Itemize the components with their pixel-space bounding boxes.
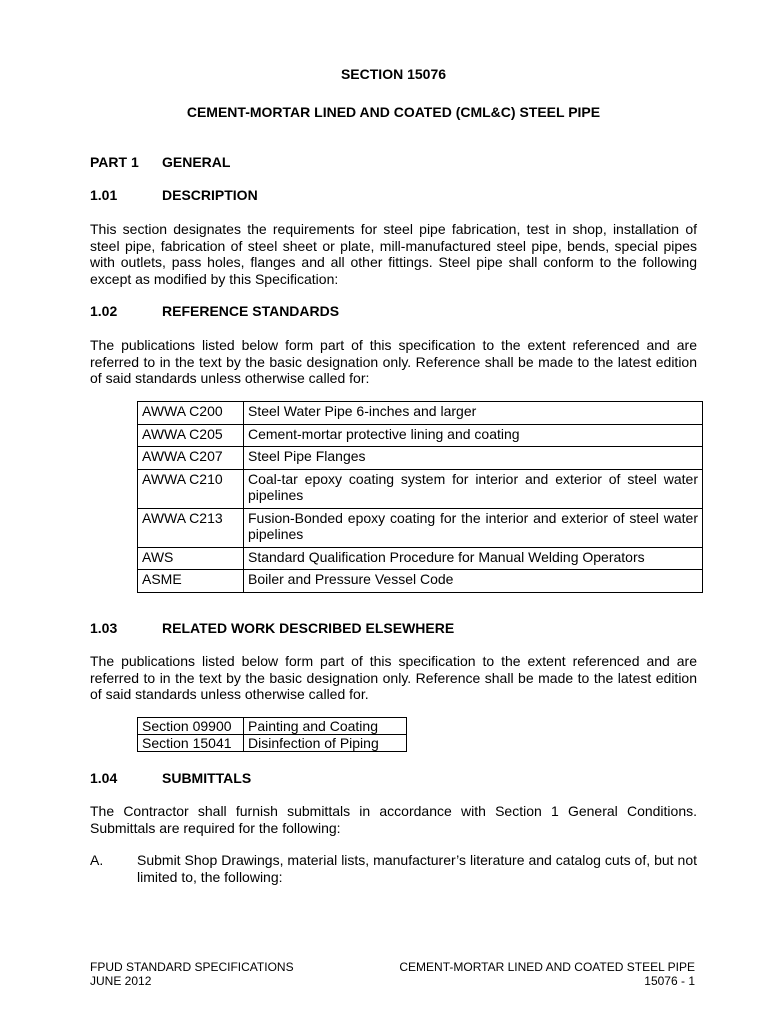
standard-code: AWWA C213: [138, 508, 244, 547]
heading-number: 1.03: [90, 620, 118, 636]
heading-1-03: [90, 620, 454, 637]
table-row: [138, 469, 703, 508]
table-row: [138, 570, 703, 593]
footer-doc-title: CEMENT-MORTAR LINED AND COATED STEEL PIPE: [399, 960, 695, 974]
section-description: Painting and Coating: [244, 718, 407, 735]
document-title: CEMENT-MORTAR LINED AND COATED (CML&C) STEEL PIPE: [186, 104, 601, 120]
table-row: [138, 508, 703, 547]
table-row: [138, 447, 703, 470]
list-item-label: A.: [90, 852, 104, 868]
standard-code: AWWA C207: [138, 447, 244, 470]
standard-description: Cement-mortar protective lining and coating: [244, 424, 703, 447]
standard-code: AWWA C210: [138, 469, 244, 508]
heading-title: RELATED WORK DESCRIBED ELSEWHERE: [162, 620, 455, 636]
reference-standards-table: [137, 401, 703, 593]
section-code: Section 15041: [138, 735, 244, 752]
section-description: Disinfection of Piping: [244, 735, 407, 752]
heading-number: 1.04: [90, 770, 118, 786]
footer-left: [90, 960, 294, 988]
table-row: [138, 402, 703, 425]
part-heading: [90, 154, 230, 171]
standard-code: ASME: [138, 570, 244, 593]
section-code: Section 09900: [138, 718, 244, 735]
document-page: [90, 0, 697, 1024]
footer-right: [399, 960, 695, 988]
heading-1-01: [90, 187, 258, 204]
submittals-paragraph: The Contractor shall furnish submittals in accordance with Section 1 General Conditions. Submittals are required for the following:: [90, 803, 697, 836]
part-number: PART 1: [90, 154, 139, 170]
reference-standards-paragraph: The publications listed below form part of this specification to the extent referenced and are referred to in the text by the basic designation only. Reference shall be made to the latest edition of said standards unless otherwise called for:: [90, 337, 697, 386]
related-work-table: [137, 717, 407, 752]
heading-title: REFERENCE STANDARDS: [162, 303, 340, 319]
footer-spec-name: FPUD STANDARD SPECIFICATIONS: [90, 960, 294, 974]
standard-description: Boiler and Pressure Vessel Code: [244, 570, 703, 593]
heading-1-02: [90, 303, 339, 320]
table-row: [138, 718, 407, 735]
standard-description: Standard Qualification Procedure for Manual Welding Operators: [244, 547, 703, 570]
page-number: 15076 - 1: [644, 974, 695, 988]
table-row: [138, 547, 703, 570]
table-row: [138, 424, 703, 447]
footer-date: JUNE 2012: [90, 974, 152, 988]
table-row: [138, 735, 407, 752]
standard-description: Steel Water Pipe 6-inches and larger: [244, 402, 703, 425]
heading-number: 1.02: [90, 303, 118, 319]
heading-1-04: [90, 770, 251, 787]
standard-description: Fusion-Bonded epoxy coating for the interior and exterior of steel water pipelines: [244, 508, 703, 547]
heading-title: DESCRIPTION: [162, 187, 258, 203]
standard-code: AWWA C205: [138, 424, 244, 447]
standard-description: Steel Pipe Flanges: [244, 447, 703, 470]
section-title: SECTION 15076: [340, 66, 447, 82]
description-paragraph: This section designates the requirements for steel pipe fabrication, test in shop, installation of steel pipe, fabrication of steel sheet or plate, mill-manufactured steel pipe, bends, special pipes with outlets, pass holes, flanges and all other fittings. Steel pipe shall conform to the following except as modified by this Specification:: [90, 221, 697, 287]
standard-code: AWWA C200: [138, 402, 244, 425]
standard-code: AWS: [138, 547, 244, 570]
standard-description: Coal-tar epoxy coating system for interior and exterior of steel water pipelines: [244, 469, 703, 508]
heading-title: SUBMITTALS: [162, 770, 252, 786]
related-work-paragraph: The publications listed below form part of this specification to the extent referenced and are referred to in the text by the basic designation only. Reference shall be made to the latest edition of said standards unless otherwise called for.: [90, 653, 697, 702]
list-item-text: Submit Shop Drawings, material lists, manufacturer’s literature and catalog cuts of, but not limited to, the following:: [137, 852, 697, 885]
heading-number: 1.01: [90, 187, 118, 203]
part-title: GENERAL: [162, 154, 231, 170]
